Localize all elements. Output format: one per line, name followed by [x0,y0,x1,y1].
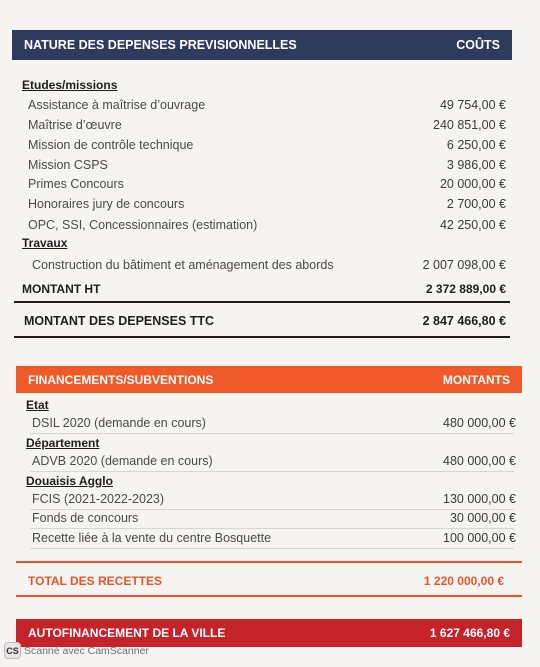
total-receipts-label: TOTAL DES RECETTES [28,574,163,588]
expense-row: OPC, SSI, Concessionnaires (estimation) 42 250,00 € [28,218,506,232]
receipts-top-rule [16,561,522,563]
department-heading: Département [26,436,100,450]
row-divider [30,528,514,529]
total-ttc-row [24,314,506,328]
expense-row: Maîtrise d’œuvre 240 851,00 € [28,118,506,132]
total-ttc-label: MONTANT DES DEPENSES TTC [24,314,215,328]
funding-header-amount: MONTANTS [442,372,510,387]
funding-header [16,366,522,393]
studies-heading: Etudes/missions [22,78,118,92]
funding-header-label: FINANCEMENTS/SUBVENTIONS [28,372,214,387]
funding-row: DSIL 2020 (demande en cours) 480 000,00 € [32,416,516,430]
row-divider [30,471,514,472]
works-heading: Travaux [22,236,68,250]
expense-row: Construction du bâtiment et aménagement des abords 2 007 098,00 € [32,258,506,272]
total-ht-value: 2 372 889,00 € [425,282,506,296]
expense-row: Mission CSPS 3 986,00 € [28,158,506,172]
camscanner-watermark [4,642,149,659]
watermark-text: Scanné avec CamScanner [24,644,149,657]
funding-row: Fonds de concours 30 000,00 € [32,511,516,525]
expense-row: Assistance à maîtrise d’ouvrage 49 754,00 € [28,98,506,112]
funding-row: ADVB 2020 (demande en cours) 480 000,00 € [32,454,516,468]
ttc-divider [14,336,510,338]
expense-row: Honoraires jury de concours 2 700,00 € [28,197,506,211]
agglo-heading: Douaisis Agglo [26,474,113,488]
self-funding-value: 1 627 466,80 € [429,626,510,640]
funding-row: FCIS (2021-2022-2023) 130 000,00 € [32,492,516,506]
total-divider [14,301,510,303]
expense-row: Primes Concours 20 000,00 € [28,177,506,191]
total-receipts-value: 1 220 000,00 € [423,574,504,588]
funding-row: Recette liée à la vente du centre Bosquette 100 000,00 € [32,531,516,545]
expenses-header-label: NATURE DES DEPENSES PREVISIONNELLES [24,38,297,52]
total-receipts-row [28,574,504,588]
camscanner-logo-icon: CS [4,642,21,659]
row-divider [30,509,514,510]
row-divider [30,548,514,549]
total-ht-row [22,282,506,296]
total-ht-label: MONTANT HT [22,282,101,296]
expense-row: Mission de contrôle technique 6 250,00 € [28,138,506,152]
self-funding-label: AUTOFINANCEMENT DE LA VILLE [28,626,226,640]
state-heading: Etat [26,398,49,412]
row-divider [30,433,514,434]
total-ttc-value: 2 847 466,80 € [422,314,506,328]
expenses-header-cost: COÛTS [456,38,500,52]
expenses-header [12,30,512,60]
receipts-bottom-rule [16,595,522,597]
